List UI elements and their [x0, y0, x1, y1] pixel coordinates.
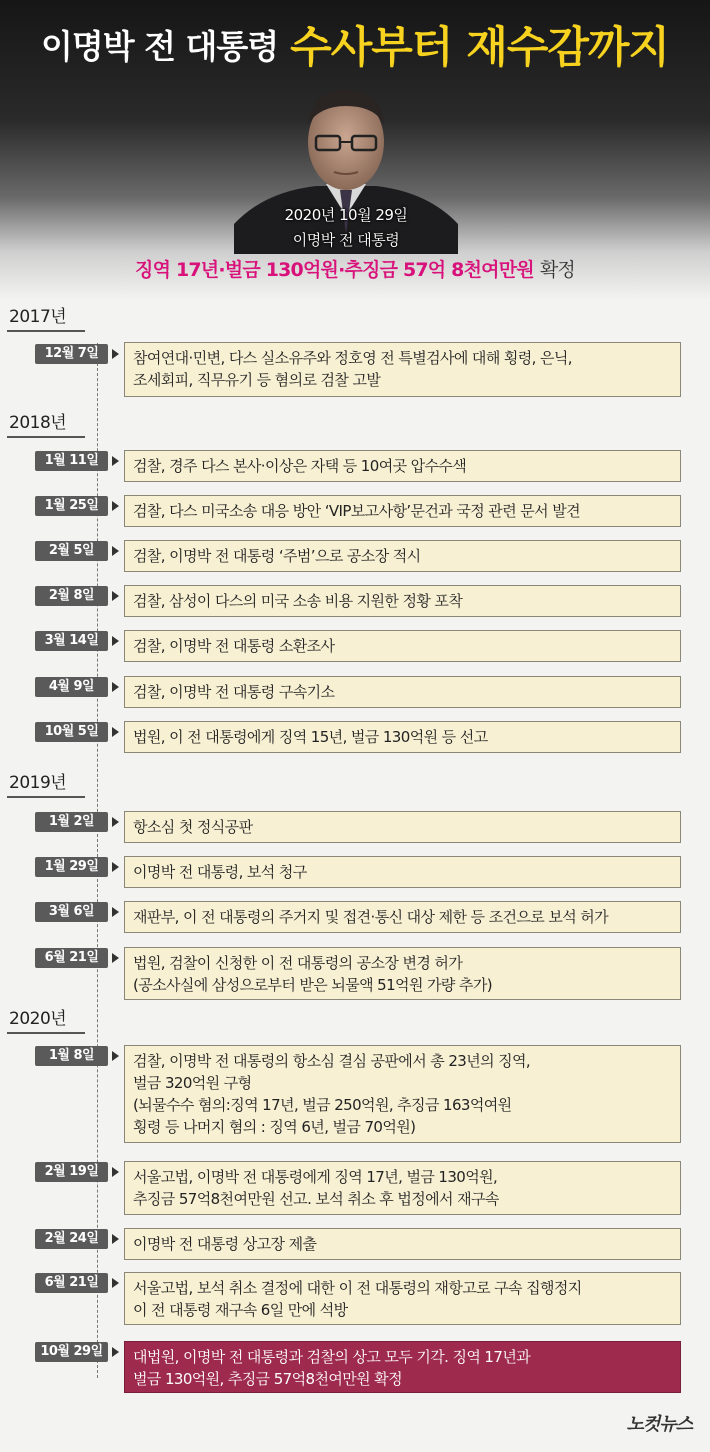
title-highlight: 수사부터 재수감까지 [290, 23, 669, 73]
event-text: (뇌물수수 혐의:징역 17년, 벌금 250억원, 추징금 163억여원 [133, 1096, 512, 1114]
event-text: 조세회피, 직무유기 등 혐의로 검찰 고발 [133, 371, 381, 389]
event-text: 항소심 첫 정식공판 [133, 818, 253, 836]
timeline-event [124, 585, 681, 617]
event-text: 서울고법, 보석 취소 결정에 대한 이 전 대통령의 재항고로 구속 집행정지 [133, 1279, 582, 1297]
event-text: 이명박 전 대통령 상고장 제출 [133, 1235, 317, 1253]
event-arrow-icon [112, 1167, 119, 1177]
event-date: 1월 25일 [35, 496, 108, 516]
event-date: 2월 8일 [35, 586, 108, 606]
event-text: 검찰, 이명박 전 대통령 소환조사 [133, 637, 335, 655]
event-text: 검찰, 이명박 전 대통령의 항소심 결심 공판에서 총 23년의 징역, [133, 1052, 531, 1070]
event-arrow-icon [112, 349, 119, 359]
timeline-event [124, 1272, 681, 1325]
timeline-event [124, 901, 681, 933]
event-text: 벌금 130억원, 추징금 57억8천여만원 확정 [133, 1370, 402, 1388]
event-date: 10월 29일 [35, 1342, 108, 1362]
event-arrow-icon [112, 682, 119, 692]
event-date: 10월 5일 [35, 722, 108, 742]
timeline-event [124, 630, 681, 662]
year-heading: 2017년 [7, 306, 85, 332]
event-arrow-icon [112, 546, 119, 556]
event-text: 참여연대·민변, 다스 실소유주와 정호영 전 특별검사에 대해 횡령, 은닉, [133, 349, 572, 367]
event-arrow-icon [112, 1051, 119, 1061]
news-logo: 노컷뉴스 [626, 1414, 692, 1435]
event-text: 검찰, 삼성이 다스의 미국 소송 비용 지원한 정황 포착 [133, 592, 463, 610]
event-date: 1월 29일 [35, 857, 108, 877]
event-text: 법원, 검찰이 신청한 이 전 대통령의 공소장 변경 허가 [133, 954, 463, 972]
event-text: 검찰, 이명박 전 대통령 ‘주범’으로 공소장 적시 [133, 547, 421, 565]
event-date: 3월 14일 [35, 631, 108, 651]
event-arrow-icon [112, 1347, 119, 1357]
event-text: 검찰, 다스 미국소송 대응 방안 ‘VIP보고사항’문건과 국정 관련 문서 발견 [133, 502, 580, 520]
timeline-event [124, 1161, 681, 1215]
verdict-summary [0, 255, 710, 282]
event-date: 2월 5일 [35, 541, 108, 561]
timeline-event [124, 342, 681, 397]
timeline-event [124, 1228, 681, 1260]
event-text: 대법원, 이명박 전 대통령과 검찰의 상고 모두 기각. 징역 17년과 [133, 1348, 531, 1366]
year-heading: 2020년 [7, 1008, 85, 1034]
event-text: 추징금 57억8천여만원 선고. 보석 취소 후 법정에서 재구속 [133, 1190, 499, 1208]
event-text: 재판부, 이 전 대통령의 주거지 및 접견·통신 대상 제한 등 조건으로 보석 허가 [133, 908, 609, 926]
event-date: 6월 21일 [35, 948, 108, 968]
event-date: 2월 24일 [35, 1229, 108, 1249]
event-arrow-icon [112, 953, 119, 963]
event-date: 12월 7일 [35, 344, 108, 364]
timeline-event [124, 540, 681, 572]
event-date: 1월 8일 [35, 1046, 108, 1066]
verdict-suffix: 확정 [539, 259, 575, 281]
event-text: 횡령 등 나머지 혐의 : 징역 6년, 벌금 70억원) [133, 1118, 416, 1136]
event-text: 벌금 320억원 구형 [133, 1074, 252, 1092]
event-arrow-icon [112, 907, 119, 917]
timeline-event [124, 721, 681, 753]
event-date: 1월 11일 [35, 451, 108, 471]
timeline-event-final [124, 1341, 681, 1393]
event-arrow-icon [112, 817, 119, 827]
timeline-event [124, 1045, 681, 1143]
year-heading: 2019년 [7, 772, 85, 798]
event-arrow-icon [112, 501, 119, 511]
timeline-event [124, 947, 681, 1000]
event-text: 검찰, 경주 다스 본사·이상은 자택 등 10여곳 압수수색 [133, 457, 467, 475]
title-subject: 이명박 전 대통령 [41, 27, 279, 66]
event-date: 3월 6일 [35, 902, 108, 922]
timeline-event [124, 450, 681, 482]
event-arrow-icon [112, 1278, 119, 1288]
event-arrow-icon [112, 456, 119, 466]
event-arrow-icon [112, 591, 119, 601]
event-text: 법원, 이 전 대통령에게 징역 15년, 벌금 130억원 등 선고 [133, 728, 488, 746]
timeline-event [124, 676, 681, 708]
timeline-event [124, 811, 681, 843]
event-date: 1월 2일 [35, 812, 108, 832]
event-date: 2월 19일 [35, 1162, 108, 1182]
event-arrow-icon [112, 727, 119, 737]
verdict-highlight: 징역 17년·벌금 130억원·추징금 57억 8천여만원 [135, 259, 534, 281]
page-title [0, 14, 710, 75]
event-text: 검찰, 이명박 전 대통령 구속기소 [133, 683, 335, 701]
event-text: 서울고법, 이명박 전 대통령에게 징역 17년, 벌금 130억원, [133, 1168, 498, 1186]
event-text: 이 전 대통령 재구속 6일 만에 석방 [133, 1301, 348, 1319]
event-text: 이명박 전 대통령, 보석 청구 [133, 863, 307, 881]
event-date: 4월 9일 [35, 677, 108, 697]
event-date: 6월 21일 [35, 1273, 108, 1293]
photo-name-caption: 이명박 전 대통령 [292, 231, 400, 249]
event-arrow-icon [112, 862, 119, 872]
year-heading: 2018년 [7, 412, 85, 438]
timeline-event [124, 495, 681, 527]
timeline-event [124, 856, 681, 888]
event-arrow-icon [112, 1234, 119, 1244]
event-text: (공소사실에 삼성으로부터 받은 뇌물액 51억원 가량 추가) [133, 976, 492, 994]
photo-date-caption: 2020년 10월 29일 [284, 206, 408, 224]
event-arrow-icon [112, 636, 119, 646]
